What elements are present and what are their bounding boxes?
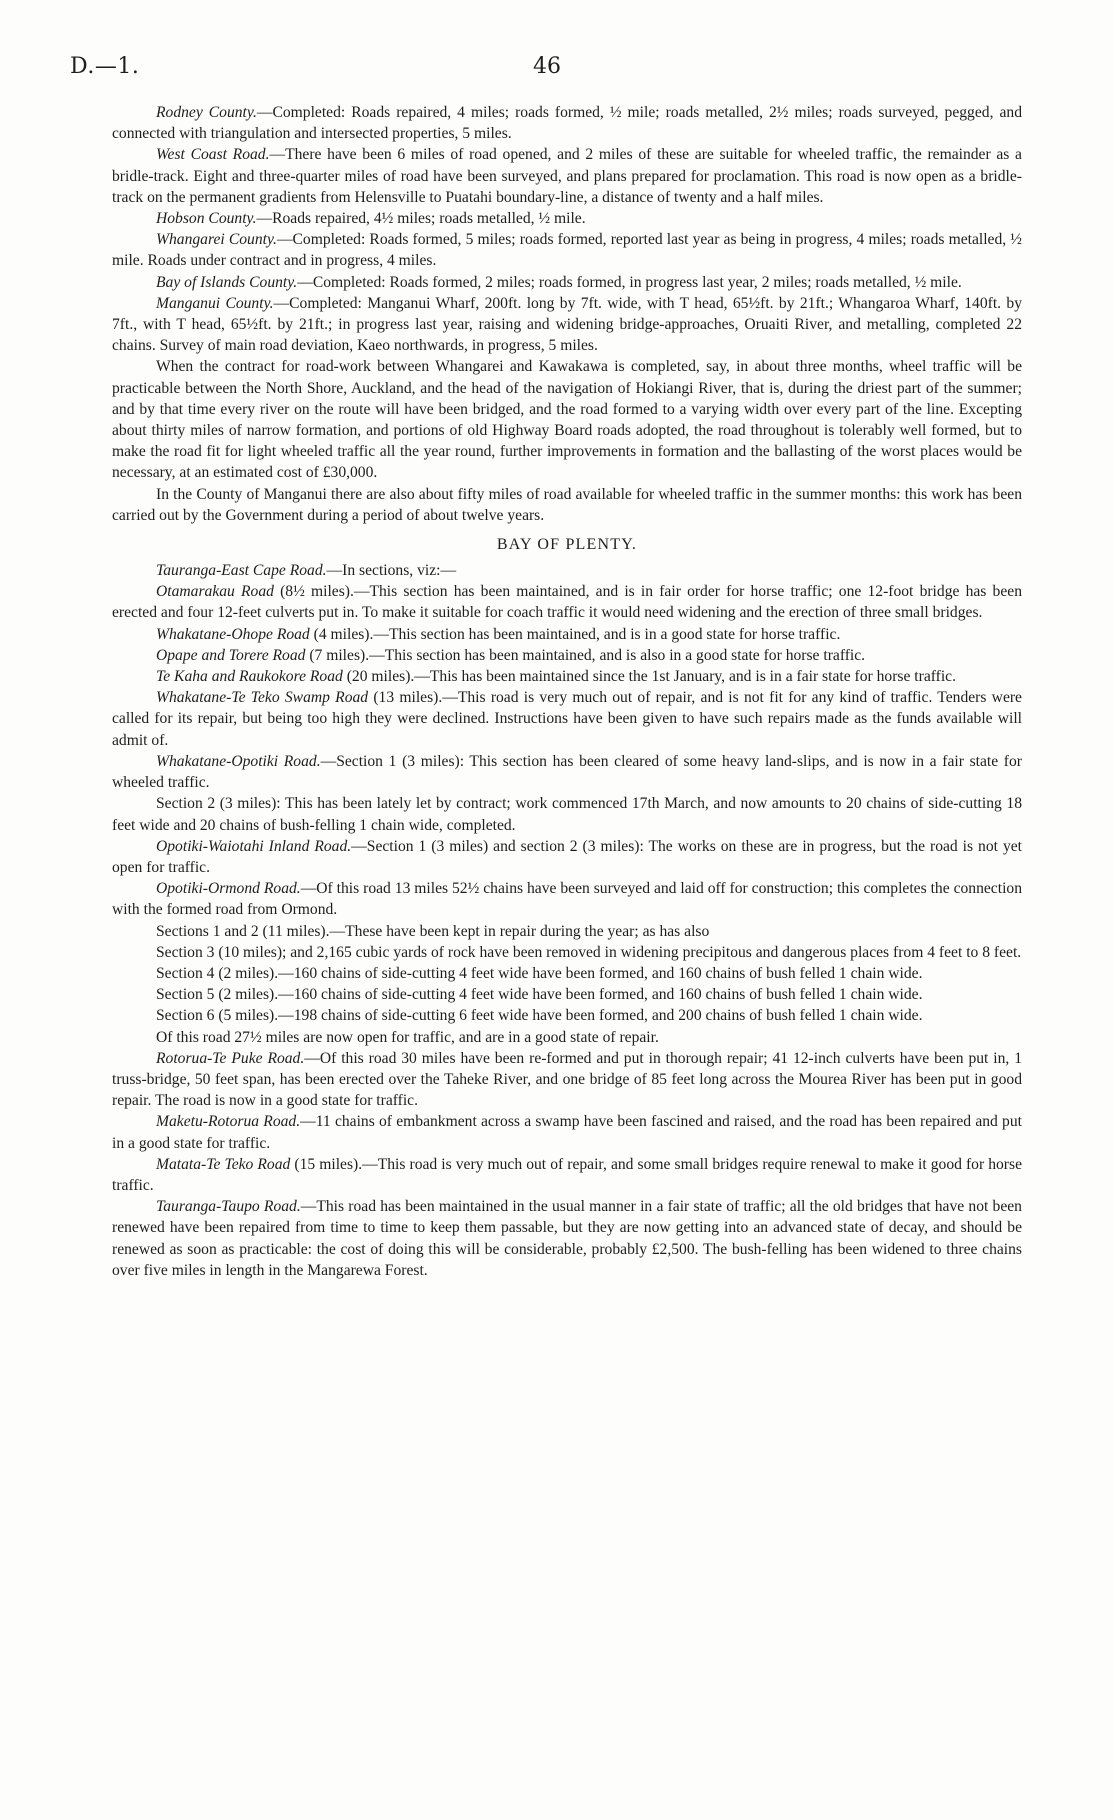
paragraph (112, 1111, 1022, 1153)
paragraph-title: Tauranga-Taupo Road. (156, 1198, 301, 1216)
paragraph (112, 1196, 1022, 1281)
paragraph (112, 1005, 1022, 1026)
paragraph (112, 921, 1022, 942)
paragraph (112, 484, 1022, 526)
paragraph-text: —Completed: Roads formed, 2 miles; roads formed, in progress last year, 2 miles; roads metalled, ½ mile. (297, 273, 962, 291)
paragraph-text: —This road has been maintained in the usual manner in a fair state of traffic; all the old bridges that have not been renewed have been repaired from time to time to keep them passable, but they are now getting into an advanced state of decay, and should be renewed as soon as practicable: the cost of doing this will be considerable, probably £2,500. The bush-felling has been widened to three chains over five miles in length in the Mangarewa Forest. (112, 1198, 1022, 1279)
paragraph-title: Opotiki-Waiotahi Inland Road. (156, 837, 352, 855)
paragraph (112, 687, 1022, 751)
paragraph-text: Of this road 27½ miles are now open for traffic, and are in a good state of repair. (156, 1028, 659, 1046)
paragraph (112, 293, 1022, 357)
page-number: 46 (533, 54, 561, 79)
paragraph (112, 272, 1022, 293)
paragraph-text: Section 3 (10 miles); and 2,165 cubic yards of rock have been removed in widening precipitous and dangerous places from 4 feet to 8 feet. (156, 943, 1022, 961)
section-heading: BAY OF PLENTY. (496, 536, 638, 554)
paragraph (112, 144, 1022, 208)
paragraph-title: Whangarei County. (156, 231, 277, 249)
paragraph-title: Bay of Islands County. (156, 273, 298, 291)
paragraph-title: West Coast Road. (156, 146, 270, 164)
paragraph (112, 581, 1022, 623)
paragraph (112, 1048, 1022, 1112)
paragraph-text: —Completed: Roads repaired, 4 miles; roads formed, ½ mile; roads metalled, 2½ miles; roads surveyed, pegged, and connected with triangulation and intersected properties, 5 miles. (112, 104, 1022, 143)
paragraph-title: Maketu-Rotorua Road. (156, 1113, 301, 1131)
paragraph-text: In the County of Manganui there are also about fifty miles of road available for wheeled traffic in the summer months: this work has been carried out by the Government during a period of about twelve years. (112, 485, 1022, 524)
paragraph (112, 356, 1022, 483)
paragraph-text: (7 miles).—This section has been maintained, and is also in a good state for horse traffic. (305, 646, 866, 664)
paragraph-text: Section 6 (5 miles).—198 chains of side-cutting 6 feet wide have been formed, and 200 chains of bush felled 1 chain wide. (156, 1007, 923, 1025)
paragraph-text: —In sections, viz:— (326, 562, 457, 580)
paragraph-text: (8½ miles).—This section has been maintained, and is in fair order for horse traffic; one 12-foot bridge has been erected and four 12-feet culverts put in. To make it suitable for coach traffic it would need widening and the erection of three small bridges. (112, 583, 1022, 622)
paragraph-title: Otamarakau Road (156, 583, 274, 601)
paragraph-text: —Of this road 13 miles 52½ chains have been surveyed and laid off for construction; this completes the connection with the formed road from Ormond. (112, 880, 1022, 919)
paragraph-text: Section 5 (2 miles).—160 chains of side-cutting 4 feet wide have been formed, and 160 chains of bush felled 1 chain wide. (156, 986, 923, 1004)
paragraph (112, 1027, 1022, 1048)
paragraph-title: Rotorua-Te Puke Road. (156, 1049, 305, 1067)
paragraph-title: Manganui County. (156, 294, 274, 312)
paragraph-text: —Completed: Manganui Wharf, 200ft. long by 7ft. wide, with T head, 65½ft. by 21ft.; Whangaroa Wharf, 140ft. by 7ft., with T head, 65½ft. by 21ft.; in progress last year, raising and widening bridge-approaches, Oruaiti River, and metalling, completed 22 chains. Survey of main road deviation, Kaeo northwards, in progress, 5 miles. (112, 294, 1022, 355)
paragraph-title: Whakatane-Opotiki Road. (156, 752, 321, 770)
top-paragraphs (112, 102, 1022, 526)
paragraph (112, 942, 1022, 963)
paragraph-title: Rodney County. (156, 104, 257, 121)
paragraph (112, 208, 1022, 229)
paragraph (112, 878, 1022, 920)
paragraph (112, 624, 1022, 645)
paragraph-title: Te Kaha and Raukokore Road (156, 668, 343, 686)
paragraph (112, 560, 1022, 581)
paragraph (112, 751, 1022, 793)
paragraph (112, 1154, 1022, 1196)
paragraph-title: Whakatane-Te Teko Swamp Road (156, 689, 369, 707)
paragraph-text: —Of this road 30 miles have been re-formed and put in thorough repair; 41 12-inch culverts have been put in, 1 truss-bridge, 50 feet span, has been erected over the Taheke River, and one bridge of 85 feet long across the Mourea River has been put in good repair. The road is now in a good state for traffic. (112, 1049, 1023, 1110)
paragraph-text: —Section 1 (3 miles) and section 2 (3 miles): The works on these are in progress, but the road is not yet open for traffic. (112, 837, 1022, 876)
paragraph (112, 666, 1022, 687)
paragraph-title: Hobson County. (156, 210, 257, 228)
paragraph-title: Tauranga-East Cape Road. (156, 562, 327, 580)
document-body (112, 102, 1022, 1281)
paragraph-text: When the contract for road-work between Whangarei and Kawakawa is completed, say, in about three months, wheel traffic will be practicable between the North Shore, Auckland, and the head of the navigation of Hokiangi River, that is, during the driest part of the summer; and by that time every river on the route will have been bridged, and the road formed to a varying width over every part of the line. Excepting about thirty miles of narrow formation, and portions of old Highway Board roads adopted, the road throughout is tolerably well formed, but to make the road fit for light wheeled traffic all the year round, further improvements in formation and the ballasting of the worst places would be necessary, at an estimated cost of £30,000. (112, 358, 1022, 482)
paragraph-text: Sections 1 and 2 (11 miles).—These have been kept in repair during the year; as has also (156, 922, 710, 940)
paragraph-text: —Roads repaired, 4½ miles; roads metalled, ½ mile. (256, 210, 586, 228)
paragraph-text: (20 miles).—This has been maintained since the 1st January, and is in a fair state for horse traffic. (342, 668, 956, 686)
page-header (70, 54, 1024, 84)
paragraph-text: (15 miles).—This road is very much out of repair, and some small bridges require renewal to make it good for horse traffic. (112, 1155, 1022, 1194)
paragraph-text: (4 miles).—This section has been maintained, and is in a good state for horse traffic. (309, 625, 841, 643)
paragraph-text: —Completed: Roads formed, 5 miles; roads formed, reported last year as being in progress, 4 miles; roads metalled, ½ mile. Roads under contract and in progress, 4 miles. (112, 231, 1022, 270)
paragraph (112, 984, 1022, 1005)
paragraph-text: —11 chains of embankment across a swamp have been fascined and raised, and the road has been repaired and put in a good state for traffic. (112, 1113, 1022, 1152)
paragraph-title: Whakatane-Ohope Road (156, 625, 310, 643)
paragraph-text: Section 4 (2 miles).—160 chains of side-cutting 4 feet wide have been formed, and 160 chains of bush felled 1 chain wide. (156, 964, 923, 982)
paragraph (112, 836, 1022, 878)
paragraph (112, 229, 1022, 271)
document-reference: D.—1. (70, 54, 140, 79)
paragraph (112, 645, 1022, 666)
paragraph (112, 102, 1022, 144)
paragraph (112, 963, 1022, 984)
paragraph-text: (13 miles).—This road is very much out of repair, and is not fit for any kind of traffic. Tenders were called for its repair, but being too high they were declined. Instructions have been given to have such repairs made as the funds available will admit of. (112, 689, 1022, 749)
paragraph-title: Opape and Torere Road (156, 646, 306, 664)
paragraph-text: Section 2 (3 miles): This has been lately let by contract; work commenced 17th March, and now amounts to 20 chains of side-cutting 18 feet wide and 20 chains of bush-felling 1 chain wide, completed. (112, 795, 1022, 834)
paragraph-text: —There have been 6 miles of road opened, and 2 miles of these are suitable for wheeled traffic, the remainder as a bridle-track. Eight and three-quarter miles of road have been surveyed, and plans prepared for proclamation. This road is now open as a bridle-track on the permanent gradients from Helensville to Puatahi boundary-line, a distance of twenty and a half miles. (112, 146, 1022, 206)
paragraph-title: Matata-Te Teko Road (156, 1155, 291, 1173)
paragraph-text: —Section 1 (3 miles): This section has been cleared of some heavy land-slips, and is now in a fair state for wheeled traffic. (112, 752, 1022, 792)
paragraph (112, 793, 1022, 835)
paragraph-title: Opotiki-Ormond Road. (156, 880, 301, 898)
bay-of-plenty-paragraphs (112, 560, 1022, 1281)
